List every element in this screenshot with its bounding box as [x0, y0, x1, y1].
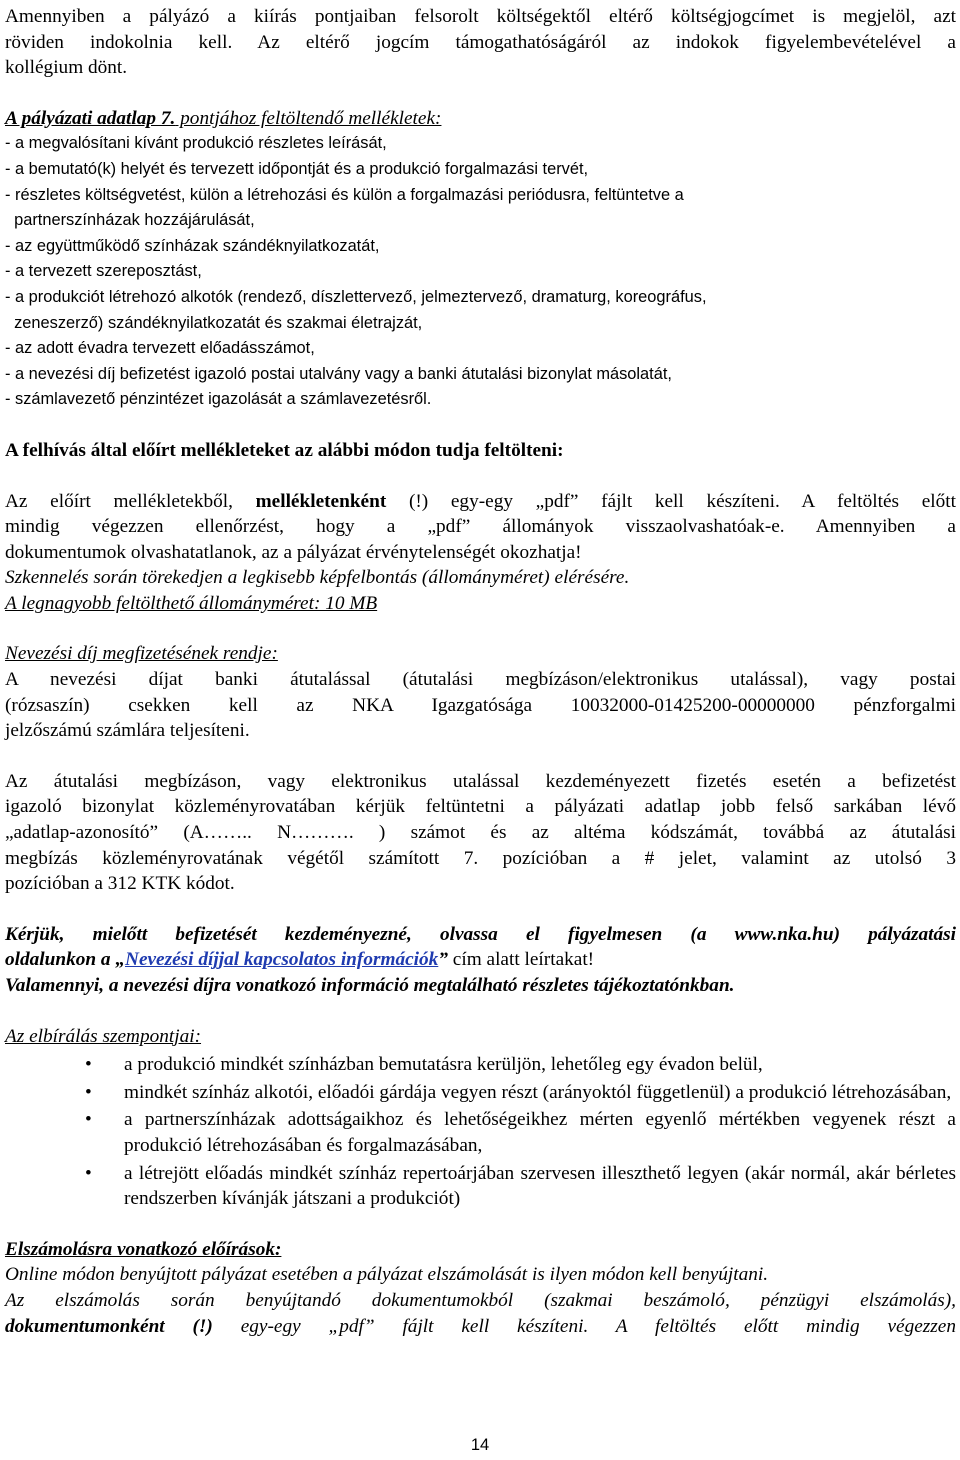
scan-note: Szkennelés során törekedjen a legkisebb képfelbontás (állományméret) elérésére.	[5, 567, 630, 589]
fee-paragraph-2: Az átutalási megbízáson, vagy elektronikus utalással kezdeményezett fizetés esetén a befizetést igazoló bizonylat közleményrovatában kérjük feltüntetni a pályázati adatlap jobb felső sarkában lévő „adatlap-azonosító” (A…….. N………. ) számot és az altéma kódszámát, továbbá az átutalási megbízás közleményrovatának végétől számított 7. pozícióban a # jelet, valamint az utolsó 3 pozícióban a 312 KTK kódot.	[5, 770, 956, 895]
intro-line: röviden indokolnia kell. Az eltérő jogcím támogathatóságáról az indokok figyelembevételével a	[5, 31, 956, 53]
fee-paragraph-1: A nevezési díjat banki átutalással (átutalási megbízáson/elektronikus utalással), vagy postai (rózsaszín) csekken kell az NKA Igazgatósága 10032000-01425200-00000000 pénzforgalmi jelzőszámú számlára teljesíteni.	[5, 669, 956, 742]
bullet-icon: •	[85, 1162, 92, 1184]
list-item: • mindkét színház alkotói, előadói gárdája vegyen részt (arányoktól függetlenül) a produkció létrehozásában,	[5, 1080, 956, 1106]
list-item: • a létrejött előadás mindkét színház repertoárjában szervesen illeszthető legyen (akár normál, akár bérletes rendszerben kívánják játszani a produkciót)	[85, 1162, 956, 1210]
max-size-note: A legnagyobb feltölthető állományméret: 10 MB	[5, 592, 378, 614]
upload-heading: A felhívás által előírt mellékleteket az alábbi módon tudja feltölteni:	[5, 439, 564, 461]
list-item: • a produkció mindkét színházban bemutatásra kerüljön, lehetőleg egy évadon belül,	[5, 1052, 956, 1078]
intro-line: kollégium dönt.	[5, 57, 128, 79]
fee-info-link[interactable]: Nevezési díjjal kapcsolatos információk	[125, 949, 439, 971]
fee-notice: Kérjük, mielőtt befizetését kezdeményezné, olvassa el figyelmesen (a www.nka.hu) pályázatási oldalunkon a „Nevezési díjjal kapcsolatos információk” cím alatt leírtakat! Valamennyi, a nevezési díjra vonatkozó információ megtalálható részletes tájékoztatónkban.	[5, 923, 956, 996]
criteria-list	[5, 1052, 956, 1212]
accounting-heading: Elszámolásra vonatkozó előírások:	[5, 1238, 282, 1260]
bullet-icon: •	[85, 1109, 92, 1131]
attachments-list	[5, 131, 956, 413]
upload-paragraph: Az előírt mellékletekből, mellékletenként (!) egy-egy „pdf” fájlt kell készíteni. A feltöltés előtt mindig végezzen ellenőrzést, hogy a „pdf” állományok visszaolvashatóak-e. Amennyiben a dokumentumok olvashatatlanok, az a pályázat érvénytelenségét okozhatja! Szkennelés során törekedjen a legkisebb képfelbontás (állományméret) elérésére. A legnagyobb feltölthető állományméret: 10 MB	[5, 489, 956, 617]
fee-heading: Nevezési díj megfizetésének rendje:	[5, 643, 278, 665]
page-number: 14	[470, 1436, 490, 1454]
attachment-item: - a nevezési díj befizetést igazoló postai utalvány vagy a banki átutalási bizonylat másolatát,	[5, 364, 672, 383]
bullet-icon: •	[85, 1081, 92, 1103]
accounting-paragraph: Online módon benyújtott pályázat esetében a pályázat elszámolását is ilyen módon kell benyújtani. Az elszámolás során benyújtandó dokumentumokból (szakmai beszámoló, pénzügyi elszámolás), dokumentumonként (!) egy-egy „pdf” fájlt kell készíteni. A feltöltés előtt mindig végezzen	[5, 1264, 957, 1337]
intro-line: Amennyiben a pályázó a kiírás pontjaiban felsorolt költségektől eltérő költségjogcímet is megjelöl, azt	[5, 6, 956, 27]
attachment-item: - az adott évadra tervezett előadásszámot,	[5, 339, 315, 358]
criteria-section	[5, 1024, 956, 1212]
attachment-item: - az együttműködő színházak szándéknyilatkozatát,	[5, 236, 380, 255]
attachments-section	[5, 106, 956, 413]
attachment-item: - számlavezető pénzintézet igazolását a számlavezetésről.	[5, 390, 432, 409]
attachment-item: - a megvalósítani kívánt produkció részletes leírását,	[5, 134, 387, 153]
attachments-heading: A pályázati adatlap 7. pontjához feltöltendő mellékletek:	[5, 107, 442, 129]
attachment-item: - a tervezett szereposztást,	[5, 262, 202, 281]
document-page	[5, 0, 956, 1339]
attachment-item: partnerszínházak hozzájárulását,	[5, 211, 255, 230]
attachment-item: zeneszerző) szándéknyilatkozatát és szakmai életrajzát,	[5, 313, 423, 332]
upload-section	[5, 438, 956, 617]
accounting-section	[5, 1237, 956, 1339]
criteria-heading: Az elbírálás szempontjai:	[5, 1025, 202, 1047]
attachment-item: - részletes költségvetést, külön a létrehozási és külön a forgalmazási periódusra, feltüntetve a	[5, 185, 684, 204]
attachment-item: - a produkciót létrehozó alkotók (rendező, díszlettervező, jelmeztervező, dramaturg, koreográfus,	[5, 287, 707, 306]
intro-paragraph	[5, 4, 956, 81]
fee-section	[5, 641, 956, 998]
bullet-icon: •	[85, 1054, 92, 1076]
attachment-item: - a bemutató(k) helyét és tervezett időpontját és a produkció forgalmazási tervét,	[5, 159, 589, 178]
list-item: • a partnerszínházak adottságaikhoz és lehetőségeikhez mérten egyenlő mértékben vegyenek részt a produkció létrehozásában és forgalmazásában,	[85, 1109, 956, 1156]
